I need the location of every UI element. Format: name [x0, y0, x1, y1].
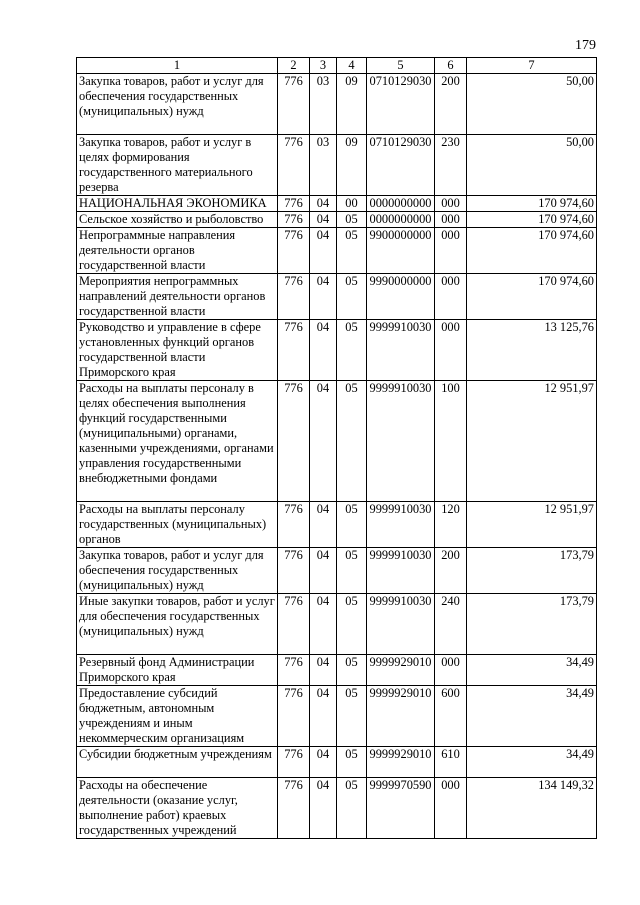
table-row	[77, 747, 597, 778]
table-header-row	[77, 58, 597, 74]
row-vr: 610	[435, 747, 467, 778]
row-sum: 50,00	[467, 135, 597, 196]
row-ved: 776	[278, 548, 310, 594]
row-pr: 05	[337, 381, 367, 502]
row-name: НАЦИОНАЛЬНАЯ ЭКОНОМИКА	[77, 196, 278, 212]
row-rz: 04	[310, 212, 337, 228]
row-name: Иные закупки товаров, работ и услуг для обеспечения государственных (муниципальных) нужд	[77, 594, 278, 655]
row-pr: 00	[337, 196, 367, 212]
row-pr: 05	[337, 502, 367, 548]
column-header: 4	[337, 58, 367, 74]
page-number: 179	[575, 38, 596, 53]
row-sum: 170 974,60	[467, 212, 597, 228]
row-csr: 0710129030	[367, 74, 435, 135]
row-ved: 776	[278, 778, 310, 839]
table-row	[77, 74, 597, 135]
row-vr: 120	[435, 502, 467, 548]
row-ved: 776	[278, 74, 310, 135]
table-row	[77, 320, 597, 381]
row-pr: 05	[337, 686, 367, 747]
row-pr: 05	[337, 228, 367, 274]
row-rz: 04	[310, 594, 337, 655]
row-ved: 776	[278, 594, 310, 655]
row-csr: 9900000000	[367, 228, 435, 274]
row-ved: 776	[278, 320, 310, 381]
table-row	[77, 274, 597, 320]
row-name: Мероприятия непрограммных направлений деятельности органов государственной власти	[77, 274, 278, 320]
row-sum: 34,49	[467, 747, 597, 778]
row-vr: 000	[435, 274, 467, 320]
column-header: 2	[278, 58, 310, 74]
row-csr: 9990000000	[367, 274, 435, 320]
row-csr: 9999929010	[367, 686, 435, 747]
row-pr: 05	[337, 274, 367, 320]
table-row	[77, 196, 597, 212]
table-row	[77, 686, 597, 747]
table-row	[77, 502, 597, 548]
row-rz: 04	[310, 655, 337, 686]
row-ved: 776	[278, 135, 310, 196]
row-rz: 04	[310, 381, 337, 502]
row-sum: 50,00	[467, 74, 597, 135]
row-ved: 776	[278, 502, 310, 548]
row-pr: 05	[337, 747, 367, 778]
table-row	[77, 548, 597, 594]
row-pr: 05	[337, 778, 367, 839]
row-name: Непрограммные направления деятельности органов государственной власти	[77, 228, 278, 274]
row-rz: 03	[310, 74, 337, 135]
row-rz: 03	[310, 135, 337, 196]
row-name: Закупка товаров, работ и услуг в целях формирования государственного материального резерва	[77, 135, 278, 196]
row-pr: 05	[337, 320, 367, 381]
row-rz: 04	[310, 228, 337, 274]
row-pr: 09	[337, 135, 367, 196]
row-name: Резервный фонд Администрации Приморского края	[77, 655, 278, 686]
row-rz: 04	[310, 502, 337, 548]
row-rz: 04	[310, 747, 337, 778]
row-csr: 0000000000	[367, 196, 435, 212]
row-ved: 776	[278, 655, 310, 686]
row-csr: 9999910030	[367, 320, 435, 381]
row-pr: 05	[337, 212, 367, 228]
column-header: 3	[310, 58, 337, 74]
row-sum: 34,49	[467, 686, 597, 747]
row-vr: 000	[435, 196, 467, 212]
row-csr: 9999910030	[367, 548, 435, 594]
column-header: 5	[367, 58, 435, 74]
row-vr: 200	[435, 548, 467, 594]
row-csr: 9999970590	[367, 778, 435, 839]
row-ved: 776	[278, 196, 310, 212]
row-name: Сельское хозяйство и рыболовство	[77, 212, 278, 228]
row-ved: 776	[278, 747, 310, 778]
row-name: Закупка товаров, работ и услуг для обеспечения государственных (муниципальных) нужд	[77, 548, 278, 594]
table-row	[77, 778, 597, 839]
row-csr: 9999910030	[367, 594, 435, 655]
row-rz: 04	[310, 274, 337, 320]
table-row	[77, 212, 597, 228]
column-header: 1	[77, 58, 278, 74]
row-vr: 000	[435, 778, 467, 839]
row-name: Руководство и управление в сфере установленных функций органов государственной власти Приморского края	[77, 320, 278, 381]
row-sum: 170 974,60	[467, 228, 597, 274]
row-ved: 776	[278, 228, 310, 274]
row-ved: 776	[278, 686, 310, 747]
row-ved: 776	[278, 212, 310, 228]
row-sum: 34,49	[467, 655, 597, 686]
row-pr: 09	[337, 74, 367, 135]
row-name: Расходы на выплаты персоналу в целях обеспечения выполнения функций государственными (муниципальными) органами, казенными учреждениями, органами управления государственными внебюджетными фондами	[77, 381, 278, 502]
row-ved: 776	[278, 274, 310, 320]
row-name: Расходы на выплаты персоналу государственных (муниципальных) органов	[77, 502, 278, 548]
row-rz: 04	[310, 686, 337, 747]
row-sum: 173,79	[467, 594, 597, 655]
row-rz: 04	[310, 196, 337, 212]
row-csr: 9999910030	[367, 502, 435, 548]
table-row	[77, 381, 597, 502]
row-csr: 9999910030	[367, 381, 435, 502]
row-vr: 000	[435, 320, 467, 381]
row-sum: 134 149,32	[467, 778, 597, 839]
row-vr: 240	[435, 594, 467, 655]
row-sum: 170 974,60	[467, 274, 597, 320]
table-row	[77, 594, 597, 655]
row-csr: 0000000000	[367, 212, 435, 228]
row-csr: 9999929010	[367, 747, 435, 778]
row-rz: 04	[310, 320, 337, 381]
column-header: 6	[435, 58, 467, 74]
row-sum: 13 125,76	[467, 320, 597, 381]
row-name: Субсидии бюджетным учреждениям	[77, 747, 278, 778]
row-vr: 100	[435, 381, 467, 502]
row-vr: 600	[435, 686, 467, 747]
row-name: Расходы на обеспечение деятельности (оказание услуг, выполнение работ) краевых государственных учреждений	[77, 778, 278, 839]
row-ved: 776	[278, 381, 310, 502]
budget-table	[76, 57, 597, 839]
row-pr: 05	[337, 594, 367, 655]
row-rz: 04	[310, 548, 337, 594]
table-row	[77, 228, 597, 274]
row-name: Предоставление субсидий бюджетным, автономным учреждениям и иным некоммерческим организациям	[77, 686, 278, 747]
row-pr: 05	[337, 548, 367, 594]
row-vr: 200	[435, 74, 467, 135]
row-vr: 000	[435, 212, 467, 228]
row-csr: 9999929010	[367, 655, 435, 686]
table-row	[77, 135, 597, 196]
row-vr: 000	[435, 655, 467, 686]
row-rz: 04	[310, 778, 337, 839]
row-csr: 0710129030	[367, 135, 435, 196]
row-vr: 230	[435, 135, 467, 196]
row-pr: 05	[337, 655, 367, 686]
row-sum: 170 974,60	[467, 196, 597, 212]
row-name: Закупка товаров, работ и услуг для обеспечения государственных (муниципальных) нужд	[77, 74, 278, 135]
column-header: 7	[467, 58, 597, 74]
row-sum: 173,79	[467, 548, 597, 594]
row-sum: 12 951,97	[467, 502, 597, 548]
row-vr: 000	[435, 228, 467, 274]
row-sum: 12 951,97	[467, 381, 597, 502]
table-row	[77, 655, 597, 686]
